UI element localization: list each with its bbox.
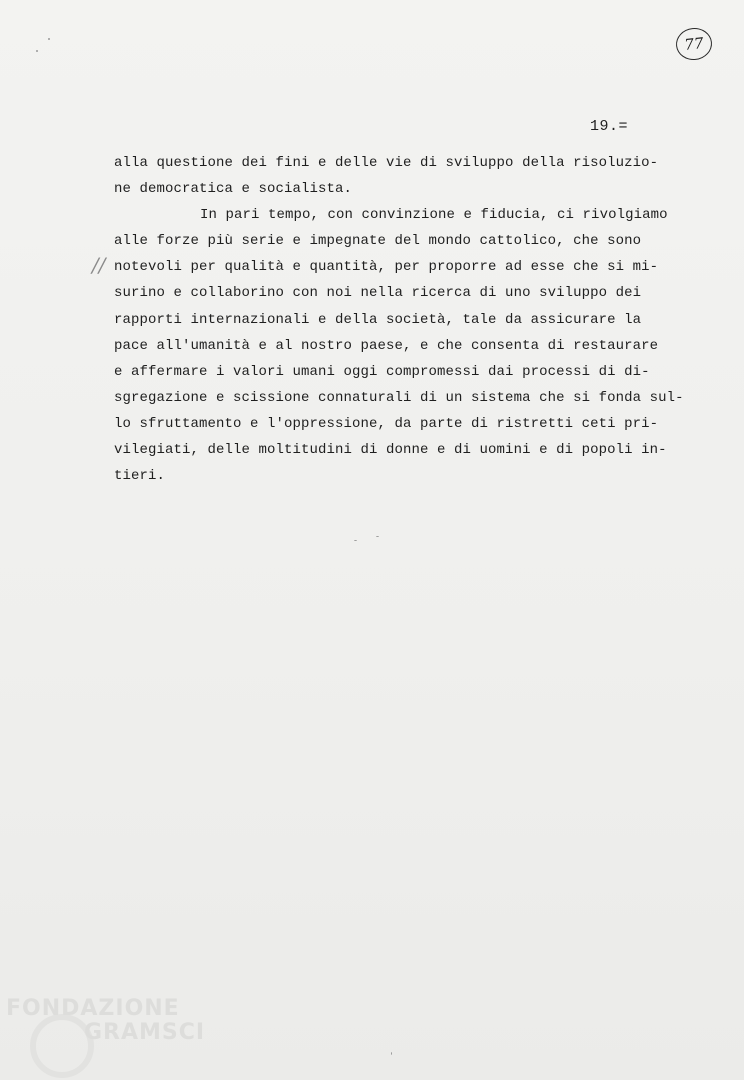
text-line: pace all'umanità e al nostro paese, e che consenta di restaurare [114, 337, 659, 354]
paper-speck [48, 38, 50, 40]
margin-annotation: // [92, 253, 106, 277]
typed-body-text [114, 150, 714, 489]
watermark-line-2: GRAMSCI [84, 1020, 206, 1045]
watermark-line-1: FONDAZIONE [6, 996, 180, 1021]
text-line: lo sfruttamento e l'oppressione, da parte di ristretti ceti pri- [114, 415, 659, 432]
text-line: vilegiati, delle moltitudini di donne e di uomini e di popoli in- [114, 442, 667, 459]
page-number: 19.= [590, 118, 629, 135]
archive-number-stamp: 77 [674, 26, 713, 62]
text-line: ne democratica e socialista. [114, 181, 353, 198]
text-line: alle forze più serie e impegnate del mondo cattolico, che sono [114, 233, 642, 250]
text-line: tieri. [114, 468, 166, 485]
text-line: surino e collaborino con noi nella ricerca di uno sviluppo dei [114, 285, 642, 302]
paper-speck [36, 50, 38, 52]
paper-speck [354, 540, 357, 541]
paper-speck [376, 536, 379, 537]
paper-speck [391, 1052, 392, 1055]
text-line: sgregazione e scissione connaturali di un sistema che si fonda sul- [114, 389, 684, 406]
text-line: In pari tempo, con convinzione e fiducia, ci rivolgiamo [200, 207, 668, 224]
text-line: rapporti internazionali e della società, tale da assicurare la [114, 311, 642, 328]
text-line: e affermare i valori umani oggi compromessi dai processi di di- [114, 363, 650, 380]
text-line: alla questione dei fini e delle vie di sviluppo della risoluzio- [114, 155, 659, 171]
fondazione-gramsci-watermark [6, 996, 206, 1076]
text-line: notevoli per qualità e quantità, per proporre ad esse che si mi- [114, 259, 659, 276]
